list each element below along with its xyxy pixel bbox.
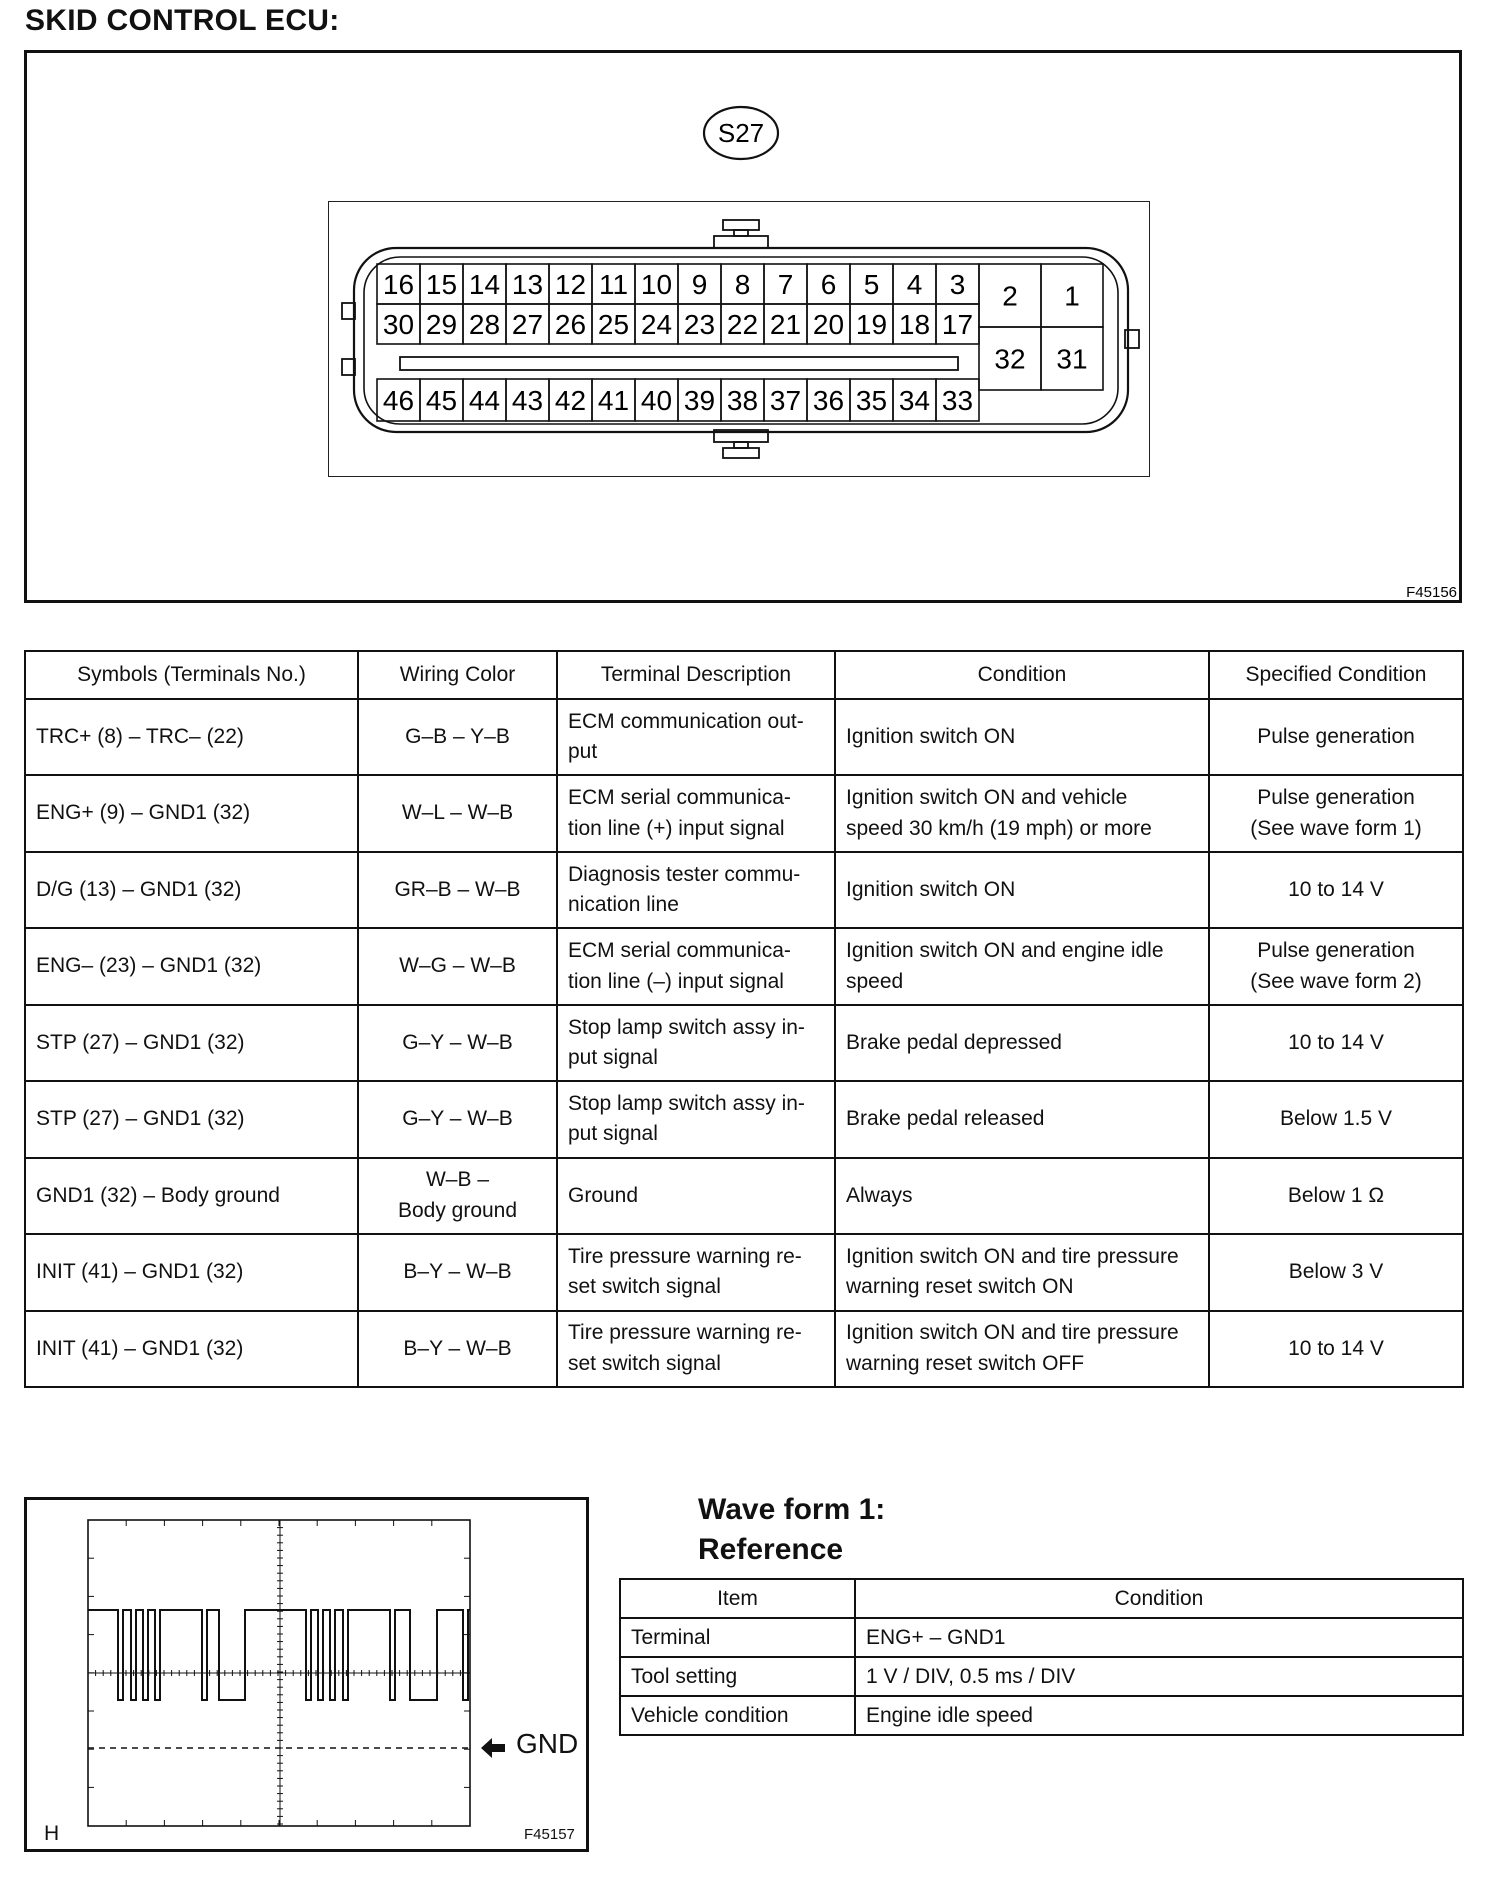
cell-wiring-color: G–Y – W–B bbox=[358, 1081, 557, 1157]
pin-number: 42 bbox=[554, 385, 587, 416]
cell-symbols: STP (27) – GND1 (32) bbox=[25, 1081, 358, 1157]
pin-grid-main bbox=[377, 264, 979, 421]
pin-number: 24 bbox=[640, 309, 673, 340]
table-row bbox=[25, 852, 1463, 928]
pin-number: 34 bbox=[898, 385, 931, 416]
cell-symbols: INIT (41) – GND1 (32) bbox=[25, 1234, 358, 1310]
table-row bbox=[25, 1311, 1463, 1388]
pin-number: 40 bbox=[640, 385, 673, 416]
connector-key-slot bbox=[400, 357, 958, 370]
pin-number: 11 bbox=[598, 269, 629, 300]
cell-wiring-color: GR–B – W–B bbox=[358, 852, 557, 928]
pin-number: 10 bbox=[640, 269, 673, 300]
cell-terminal-description: Tire pressure warning re- set switch signal bbox=[557, 1234, 835, 1310]
pin-grid-side bbox=[979, 264, 1103, 390]
cell-terminal-description: Stop lamp switch assy in- put signal bbox=[557, 1005, 835, 1081]
pin-number: 15 bbox=[425, 269, 458, 300]
pin-number: 5 bbox=[863, 269, 880, 300]
cell-specified-condition: Below 1 Ω bbox=[1209, 1158, 1463, 1234]
connector-id-label: S27 bbox=[717, 118, 765, 148]
cell-condition: Brake pedal depressed bbox=[835, 1005, 1209, 1081]
reference-header-item: Item bbox=[620, 1579, 855, 1618]
pin-number: 22 bbox=[726, 309, 759, 340]
connector-figure-code: F45156 bbox=[1406, 584, 1457, 601]
cell-wiring-color: W–L – W–B bbox=[358, 775, 557, 851]
pin-number: 14 bbox=[468, 269, 501, 300]
cell-symbols: INIT (41) – GND1 (32) bbox=[25, 1311, 358, 1388]
cell-terminal-description: ECM communication out- put bbox=[557, 699, 835, 775]
reference-cell-condition: ENG+ – GND1 bbox=[855, 1618, 1463, 1657]
pin-number: 39 bbox=[683, 385, 716, 416]
pin-number: 19 bbox=[855, 309, 888, 340]
header-wiring-color: Wiring Color bbox=[358, 651, 557, 699]
terminal-spec-table bbox=[24, 650, 1464, 1388]
cell-specified-condition: Pulse generation (See wave form 1) bbox=[1209, 775, 1463, 851]
gnd-label: GND bbox=[516, 1728, 579, 1759]
pin-number: 9 bbox=[691, 269, 708, 300]
pin-number: 41 bbox=[597, 385, 630, 416]
pin-number: 33 bbox=[941, 385, 974, 416]
cell-terminal-description: Diagnosis tester commu- nication line bbox=[557, 852, 835, 928]
cell-wiring-color: B–Y – W–B bbox=[358, 1311, 557, 1388]
cell-wiring-color: W–B – Body ground bbox=[358, 1158, 557, 1234]
cell-symbols: ENG+ (9) – GND1 (32) bbox=[25, 775, 358, 851]
cell-terminal-description: ECM serial communica- tion line (–) input signal bbox=[557, 928, 835, 1004]
reference-cell-item: Terminal bbox=[620, 1618, 855, 1657]
header-symbols: Symbols (Terminals No.) bbox=[25, 651, 358, 699]
reference-cell-item: Tool setting bbox=[620, 1657, 855, 1696]
cell-wiring-color: W–G – W–B bbox=[358, 928, 557, 1004]
cell-specified-condition: Pulse generation (See wave form 2) bbox=[1209, 928, 1463, 1004]
cell-specified-condition: 10 to 14 V bbox=[1209, 1005, 1463, 1081]
pulse-waveform-trace bbox=[88, 1610, 470, 1700]
cell-symbols: GND1 (32) – Body ground bbox=[25, 1158, 358, 1234]
pin-number: 32 bbox=[994, 343, 1026, 375]
cell-symbols: TRC+ (8) – TRC– (22) bbox=[25, 699, 358, 775]
pin-number: 30 bbox=[382, 309, 415, 340]
table-row bbox=[25, 1234, 1463, 1310]
pin-number: 26 bbox=[554, 309, 587, 340]
pin-number: 1 bbox=[1064, 280, 1080, 312]
pin-number: 8 bbox=[734, 269, 751, 300]
reference-cell-condition: 1 V / DIV, 0.5 ms / DIV bbox=[855, 1657, 1463, 1696]
cell-terminal-description: Stop lamp switch assy in- put signal bbox=[557, 1081, 835, 1157]
connector-diagram bbox=[0, 0, 1504, 610]
waveform-h-label: H bbox=[44, 1822, 60, 1845]
cell-terminal-description: ECM serial communica- tion line (+) input signal bbox=[557, 775, 835, 851]
header-specified-condition: Specified Condition bbox=[1209, 651, 1463, 699]
pin-number: 36 bbox=[812, 385, 845, 416]
page-title: SKID CONTROL ECU: bbox=[25, 4, 340, 37]
waveform-title-line1: Wave form 1: bbox=[698, 1493, 886, 1526]
table-row bbox=[25, 1081, 1463, 1157]
cell-symbols: D/G (13) – GND1 (32) bbox=[25, 852, 358, 928]
pin-number: 18 bbox=[898, 309, 931, 340]
pin-number: 20 bbox=[812, 309, 845, 340]
cell-condition: Ignition switch ON and engine idle speed bbox=[835, 928, 1209, 1004]
cell-specified-condition: 10 to 14 V bbox=[1209, 852, 1463, 928]
pin-number: 4 bbox=[906, 269, 923, 300]
cell-terminal-description: Ground bbox=[557, 1158, 835, 1234]
pin-number: 37 bbox=[769, 385, 802, 416]
pin-number: 31 bbox=[1056, 343, 1088, 375]
cell-condition: Ignition switch ON and tire pressure warning reset switch ON bbox=[835, 1234, 1209, 1310]
pin-number: 6 bbox=[820, 269, 837, 300]
pin-number: 23 bbox=[683, 309, 716, 340]
cell-condition: Ignition switch ON and vehicle speed 30 km/h (19 mph) or more bbox=[835, 775, 1209, 851]
pin-number: 16 bbox=[382, 269, 415, 300]
cell-terminal-description: Tire pressure warning re- set switch signal bbox=[557, 1311, 835, 1388]
table-row bbox=[25, 1158, 1463, 1234]
table-row bbox=[620, 1657, 1463, 1696]
reference-table bbox=[619, 1578, 1464, 1736]
pin-number: 17 bbox=[941, 309, 974, 340]
cell-wiring-color: G–B – Y–B bbox=[358, 699, 557, 775]
cell-condition: Ignition switch ON and tire pressure warning reset switch OFF bbox=[835, 1311, 1209, 1388]
pin-number: 35 bbox=[855, 385, 888, 416]
pin-number: 38 bbox=[726, 385, 759, 416]
cell-symbols: STP (27) – GND1 (32) bbox=[25, 1005, 358, 1081]
cell-condition: Always bbox=[835, 1158, 1209, 1234]
cell-specified-condition: Pulse generation bbox=[1209, 699, 1463, 775]
reference-cell-item: Vehicle condition bbox=[620, 1696, 855, 1735]
pin-number: 13 bbox=[511, 269, 544, 300]
header-condition: Condition bbox=[835, 651, 1209, 699]
connector-bottom-latch bbox=[714, 430, 768, 458]
pin-number: 25 bbox=[597, 309, 630, 340]
table-row bbox=[25, 699, 1463, 775]
reference-header-condition: Condition bbox=[855, 1579, 1463, 1618]
table-row bbox=[25, 928, 1463, 1004]
table-row bbox=[25, 775, 1463, 851]
cell-wiring-color: G–Y – W–B bbox=[358, 1005, 557, 1081]
pin-number: 7 bbox=[777, 269, 794, 300]
cell-specified-condition: Below 1.5 V bbox=[1209, 1081, 1463, 1157]
pin-number: 29 bbox=[425, 309, 458, 340]
table-row bbox=[620, 1696, 1463, 1735]
gnd-arrow-icon bbox=[481, 1738, 505, 1758]
table-row bbox=[25, 1005, 1463, 1081]
reference-header-row bbox=[620, 1579, 1463, 1618]
pin-number: 27 bbox=[511, 309, 544, 340]
cell-condition: Ignition switch ON bbox=[835, 852, 1209, 928]
cell-wiring-color: B–Y – W–B bbox=[358, 1234, 557, 1310]
pin-number: 46 bbox=[382, 385, 415, 416]
pin-number: 12 bbox=[554, 269, 587, 300]
header-terminal-description: Terminal Description bbox=[557, 651, 835, 699]
waveform-diagram bbox=[0, 1490, 600, 1870]
pin-number: 45 bbox=[425, 385, 458, 416]
waveform-figure-code: F45157 bbox=[524, 1826, 575, 1843]
reference-cell-condition: Engine idle speed bbox=[855, 1696, 1463, 1735]
pin-number: 2 bbox=[1002, 280, 1018, 312]
pin-number: 44 bbox=[468, 385, 501, 416]
pin-number: 43 bbox=[511, 385, 544, 416]
pin-number: 21 bbox=[769, 309, 802, 340]
cell-specified-condition: Below 3 V bbox=[1209, 1234, 1463, 1310]
pin-number: 28 bbox=[468, 309, 501, 340]
table-row bbox=[620, 1618, 1463, 1657]
connector-top-latch bbox=[714, 220, 768, 248]
cell-symbols: ENG– (23) – GND1 (32) bbox=[25, 928, 358, 1004]
pin-number: 3 bbox=[949, 269, 966, 300]
waveform-title bbox=[698, 1490, 885, 1570]
cell-condition: Ignition switch ON bbox=[835, 699, 1209, 775]
waveform-title-line2: Reference bbox=[698, 1533, 844, 1566]
cell-condition: Brake pedal released bbox=[835, 1081, 1209, 1157]
table-header-row bbox=[25, 651, 1463, 699]
cell-specified-condition: 10 to 14 V bbox=[1209, 1311, 1463, 1388]
